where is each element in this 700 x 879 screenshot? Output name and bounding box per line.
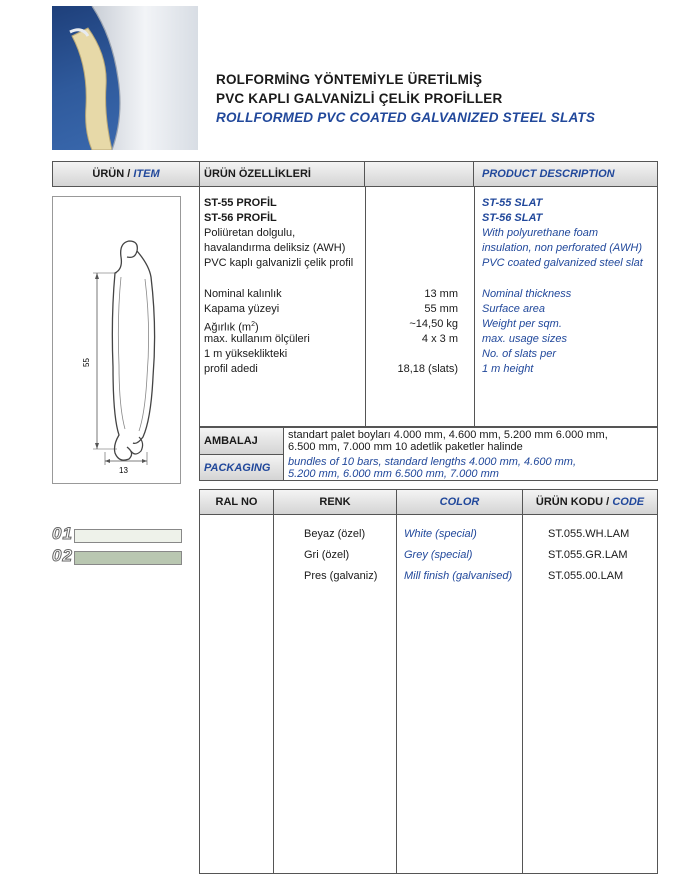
product-name-tr-2: ST-56 PROFİL — [204, 212, 277, 224]
spec-label-en: Weight per sqm. — [482, 318, 562, 330]
header-spacer — [365, 162, 474, 186]
color-swatch-white — [74, 529, 182, 543]
description-tr-2: havalandırma deliksiz (AWH) — [204, 242, 346, 254]
color-table-header — [199, 489, 658, 515]
title-block — [216, 70, 595, 127]
product-code: ST.055.WH.LAM — [548, 528, 630, 540]
color-name-tr: Beyaz (özel) — [304, 528, 366, 540]
spec-value: 18,18 (slats) — [397, 363, 458, 375]
packaging-text-en-1: bundles of 10 bars, standard lengths 4.000 mm, 4.600 mm, — [288, 456, 576, 468]
spec-label-en: Nominal thickness — [482, 288, 572, 300]
column-divider — [474, 187, 475, 426]
packaging-label-tr: AMBALAJ — [200, 428, 284, 454]
color-name-tr: Gri (özel) — [304, 549, 350, 561]
header-renk: RENK — [319, 496, 351, 508]
color-name-en: Mill finish (galvanised) — [404, 570, 513, 582]
header-ral-no: RAL NO — [215, 496, 258, 508]
profile-drawing — [53, 197, 180, 483]
spec-value: 4 x 3 m — [421, 333, 458, 345]
header-features: ÜRÜN ÖZELLİKLERİ — [200, 162, 365, 186]
color-name-tr: Pres (galvaniz) — [304, 570, 378, 582]
spec-value: 55 mm — [424, 303, 458, 315]
spec-label-en: Surface area — [482, 303, 545, 315]
spec-label-tr: 1 m yükseklikteki — [204, 348, 288, 360]
description-en-1: With polyurethane foam — [482, 227, 599, 239]
product-name-en-1: ST-55 SLAT — [482, 197, 543, 209]
packaging-text-en-2: 5.200 mm, 6.000 mm 6.500 mm, 7.000 mm — [288, 468, 499, 480]
product-name-tr-1: ST-55 PROFİL — [204, 197, 277, 209]
product-name-en-2: ST-56 SLAT — [482, 212, 543, 224]
spec-label-tr: Kapama yüzeyi — [204, 303, 280, 315]
color-name-en: White (special) — [404, 528, 477, 540]
header-color: COLOR — [439, 496, 480, 508]
product-code: ST.055.00.LAM — [548, 570, 624, 582]
header-item-en: ITEM — [133, 168, 160, 180]
spec-label-tr: max. kullanım ölçüleri — [204, 333, 310, 345]
header-product-code: ÜRÜN KODU / CODE — [535, 496, 645, 508]
spec-header-row — [52, 161, 658, 187]
swatch-number: 01 — [52, 524, 73, 543]
product-code: ST.055.GR.LAM — [548, 549, 628, 561]
product-photo — [52, 6, 198, 150]
packaging-box — [199, 427, 658, 481]
title-en: ROLLFORMED PVC COATED GALVANIZED STEEL SLATS — [216, 110, 596, 125]
spec-label-en: 1 m height — [482, 363, 534, 375]
header-product-description: PRODUCT DESCRIPTION — [482, 168, 615, 180]
color-name-en: Grey (special) — [404, 549, 473, 561]
title-tr-line2: PVC KAPLI GALVANİZLİ ÇELİK PROFİLLER — [216, 91, 503, 106]
description-tr-3: PVC kaplı galvanizli çelik profil — [204, 257, 354, 269]
spec-value: ~14,50 kg — [409, 318, 458, 330]
description-en-3: PVC coated galvanized steel slat — [482, 257, 643, 269]
width-dimension-label: 13 — [119, 466, 128, 475]
height-dimension-label: 55 — [82, 358, 91, 367]
header-item — [53, 162, 200, 186]
packaging-label-en: PACKAGING — [200, 454, 284, 480]
spec-value: 13 mm — [424, 288, 458, 300]
spec-label-tr: profil adedi — [204, 363, 258, 375]
swatch-number: 02 — [52, 546, 73, 565]
header-item-tr: ÜRÜN / — [92, 168, 131, 180]
description-en-2: insulation, non perforated (AWH) — [482, 242, 642, 254]
spec-label-tr: Ağırlık $(m^2)$ — [204, 321, 259, 334]
spec-label-en: No. of slats per — [482, 348, 556, 360]
column-divider — [273, 515, 274, 873]
title-tr-line1: ROLFORMİNG YÖNTEMİYLE ÜRETİLMİŞ — [216, 72, 483, 87]
spec-label-en: max. usage sizes — [482, 333, 567, 345]
description-tr-1: Poliüretan dolgulu, — [204, 227, 296, 239]
column-divider — [396, 515, 397, 873]
packaging-text-tr-1: standart palet boyları 4.000 mm, 4.600 mm, 5.200 mm 6.000 mm, — [288, 429, 608, 441]
profile-drawing-box — [52, 196, 181, 484]
spec-label-tr: Nominal kalınlık — [204, 288, 282, 300]
column-divider — [522, 515, 523, 873]
color-swatch-grey — [74, 551, 182, 565]
packaging-text-tr-2: 6.500 mm, 7.000 mm 10 adetlik paketler halinde — [288, 441, 523, 453]
color-table-body — [199, 515, 658, 874]
product-description-box — [199, 187, 658, 427]
